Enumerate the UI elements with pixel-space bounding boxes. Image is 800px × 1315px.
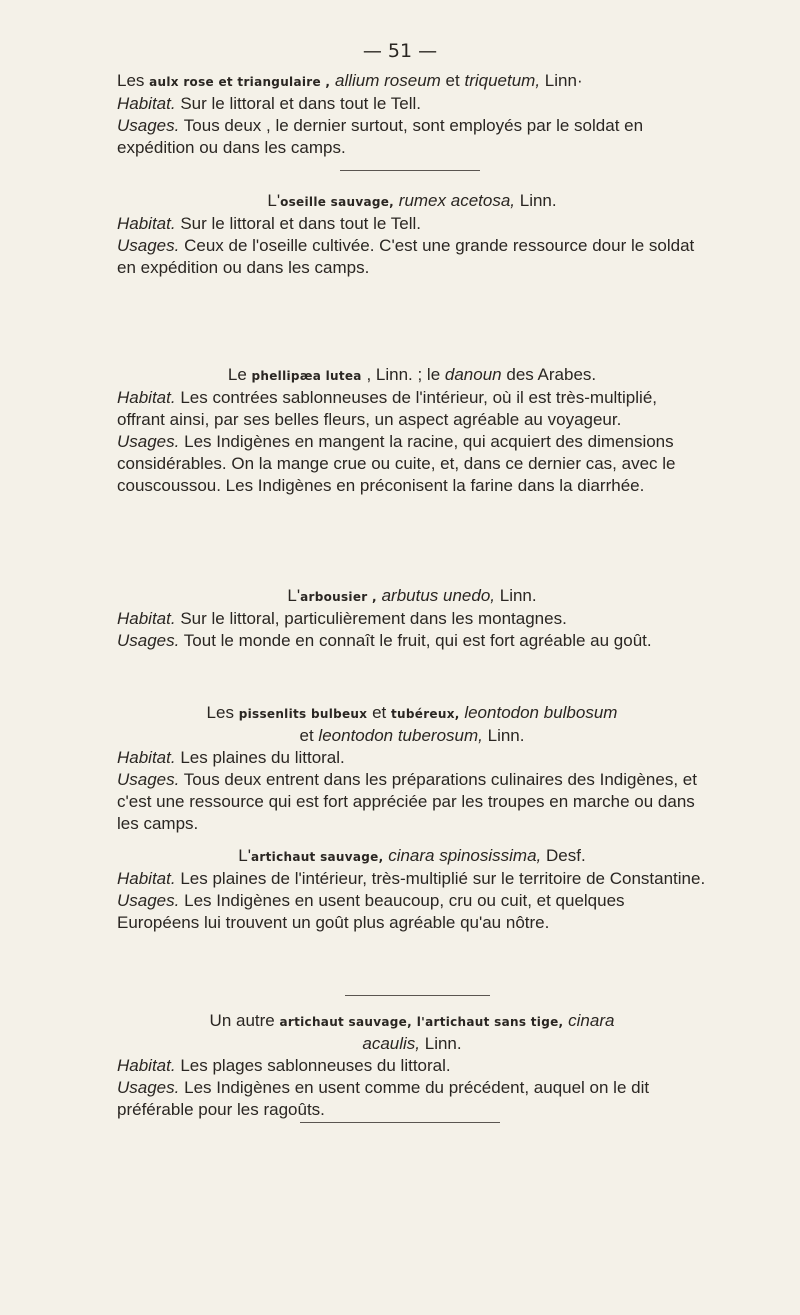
scientific-name: arbutus unedo, xyxy=(381,586,495,605)
scientific-name: cinara spinosissima, xyxy=(388,846,542,865)
entry-artichaut-sans-tige xyxy=(117,1010,707,1121)
entry-arbousier xyxy=(117,585,707,652)
author: Linn· xyxy=(544,71,583,90)
entry-heading: Les aulx rose et triangulaire , allium roseum et triquetum, Linn· xyxy=(117,71,583,90)
entry-heading: L'artichaut sauvage, cinara spinosissima, Desf. xyxy=(238,846,586,865)
scientific-name: leontodon bulbosum xyxy=(464,703,618,722)
habitat-paragraph: Habitat. Sur le littoral et dans tout le Tell. xyxy=(117,94,421,113)
entry-heading: Le phellipæa lutea , Linn. ; le danoun des Arabes. xyxy=(227,365,597,384)
author: Linn. xyxy=(519,191,557,210)
usages-paragraph: Usages. Tous deux entrent dans les préparations culinaires des Indigènes, et c'est une ressource qui est fort appréciée par les troupes en marche ou dans les camps. xyxy=(117,770,697,833)
habitat-paragraph: Habitat. Sur le littoral et dans tout le Tell. xyxy=(117,214,421,233)
author: Linn. xyxy=(487,726,525,745)
entry-artichaut xyxy=(117,845,707,934)
common-name-2: tubéreux, xyxy=(390,707,460,721)
usages-paragraph: Usages. Les Indigènes en mangent la racine, qui acquiert des dimensions considérables. On la mange crue ou cuite, et, dans ce dernier cas, avec le couscoussou. Les Indigènes en préconisent la farine dans la diarrhée. xyxy=(117,432,676,495)
common-name: oseille sauvage, xyxy=(280,195,395,209)
author: , Linn. ; le xyxy=(366,365,441,384)
entry-heading: L'oseille sauvage, rumex acetosa, Linn. xyxy=(267,191,557,210)
author: Desf. xyxy=(546,846,586,865)
scientific-name-2: acaulis, xyxy=(362,1034,421,1053)
scientific-name: rumex acetosa, xyxy=(398,191,516,210)
usages-paragraph: Usages. Tout le monde en connaît le fruit, qui est fort agréable au goût. xyxy=(117,631,652,650)
common-name: pissenlits bulbeux xyxy=(238,707,368,721)
common-name-2: l'artichaut sans tige, xyxy=(416,1015,564,1029)
author: Linn. xyxy=(499,586,537,605)
entry-heading: Les pissenlits bulbeux et tubéreux, leontodon bulbosum et leontodon tuberosum, Linn. xyxy=(206,703,618,745)
entry-heading: L'arbousier , arbutus unedo, Linn. xyxy=(287,586,537,605)
entry-heading: Un autre artichaut sauvage, l'artichaut sans tige, cinara acaulis, Linn. xyxy=(209,1011,615,1053)
entry-aulx xyxy=(117,70,707,159)
common-name: phellipæa lutea xyxy=(251,369,362,383)
page-number: — 51 — xyxy=(362,40,438,62)
scientific-name-2: triquetum, xyxy=(464,71,541,90)
usages-paragraph: Usages. Tous deux , le dernier surtout, sont employés par le soldat en expédition ou dans les camps. xyxy=(117,116,644,157)
usages-paragraph: Usages. Les Indigènes en usent comme du précédent, auquel on le dit préférable pour les ragoûts. xyxy=(117,1078,650,1119)
common-name: arbousier , xyxy=(300,590,377,604)
habitat-paragraph: Habitat. Les plaines de l'intérieur, très-multiplié sur le territoire de Constantine. xyxy=(117,869,706,888)
divider xyxy=(345,995,490,996)
author: Linn. xyxy=(424,1034,462,1053)
entry-phellipaea xyxy=(117,364,707,497)
usages-paragraph: Usages. Les Indigènes en usent beaucoup, cru ou cuit, et quelques Européens lui trouvent un goût plus agréable qu'au nôtre. xyxy=(117,891,625,932)
scientific-name: allium roseum xyxy=(335,71,441,90)
habitat-paragraph: Habitat. Sur le littoral, particulièrement dans les montagnes. xyxy=(117,609,567,628)
habitat-paragraph: Habitat. Les plages sablonneuses du littoral. xyxy=(117,1056,451,1075)
habitat-paragraph: Habitat. Les plaines du littoral. xyxy=(117,748,345,767)
entry-oseille xyxy=(117,190,707,279)
divider xyxy=(300,1122,500,1123)
habitat-paragraph: Habitat. Les contrées sablonneuses de l'intérieur, où il est très-multiplié, offrant ainsi, par ses belles fleurs, un aspect agréable au voyageur. xyxy=(117,388,657,429)
common-name: artichaut sauvage, xyxy=(279,1015,412,1029)
scientific-name: cinara xyxy=(568,1011,615,1030)
scientific-name-2: leontodon tuberosum, xyxy=(318,726,483,745)
common-name: aulx rose et triangulaire , xyxy=(149,75,331,89)
common-name: artichaut sauvage, xyxy=(251,850,384,864)
entry-pissenlits xyxy=(117,702,707,835)
usages-paragraph: Usages. Ceux de l'oseille cultivée. C'est une grande ressource dour le soldat en expédition ou dans les camps. xyxy=(117,236,695,277)
divider xyxy=(340,170,480,171)
arabic-name: danoun xyxy=(444,365,502,384)
